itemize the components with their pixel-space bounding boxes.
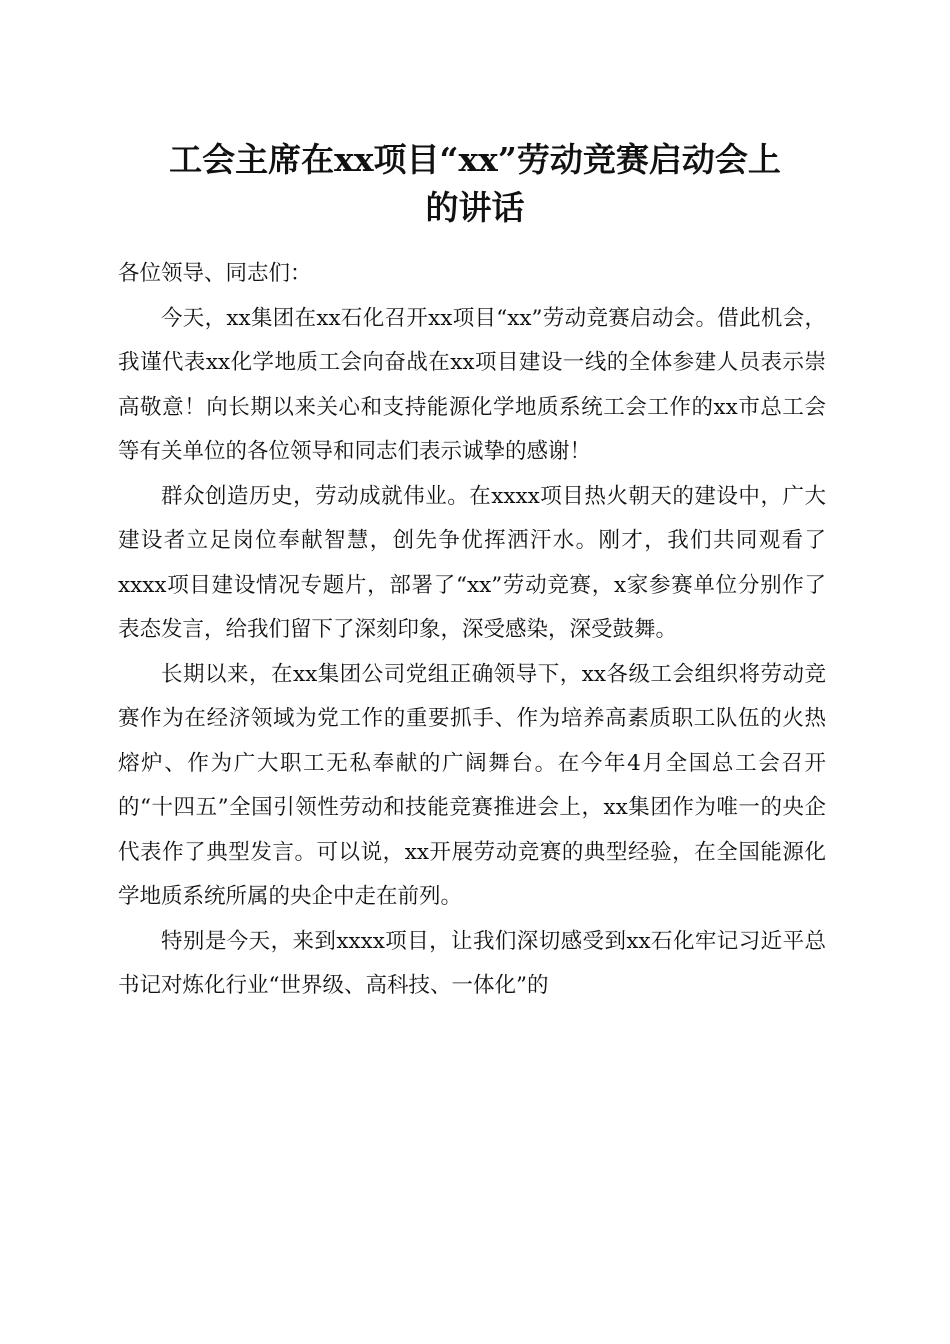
document-title (110, 136, 840, 232)
paragraph-3: 长期以来，在xx集团公司党组正确领导下，xx各级工会组织将劳动竞赛作为在经济领域为党工作的重要抓手、作为培养高素质职工队伍的火热熔炉、作为广大职工无私奉献的广阔舞台。在今年4月全国总工会召开的“十四五”全国引领性劳动和技能竞赛推进会上，xx集团作为唯一的央企代表作了典型发言。可以说，xx开展劳动竞赛的典型经验，在全国能源化学地质系统所属的央企中走在前列。 (118, 661, 826, 909)
paragraph-4: 特别是今天，来到xxxx项目，让我们深切感受到xx石化牢记习近平总书记对炼化行业“世界级、高科技、一体化”的 (118, 928, 826, 998)
title-line-2: 的讲话 (425, 188, 525, 227)
salutation: 各位领导、同志们： (118, 261, 312, 286)
paragraph-2: 群众创造历史，劳动成就伟业。在xxxx项目热火朝天的建设中，广大建设者立足岗位奉献智慧，创先争优挥洒汗水。刚才，我们共同观看了xxxx项目建设情况专题片，部署了“xx”劳动竞赛，x家参赛单位分别作了表态发言，给我们留下了深刻印象，深受感染，深受鼓舞。 (118, 483, 826, 642)
paragraph-1: 今天，xx集团在xx石化召开xx项目“xx”劳动竞赛启动会。借此机会，我谨代表xx化学地质工会向奋战在xx项目建设一线的全体参建人员表示崇高敬意！向长期以来关心和支持能源化学地质系统工会工作的xx市总工会等有关单位的各位领导和同志们表示诚挚的感谢！ (118, 305, 826, 464)
document-body (118, 252, 826, 1009)
title-line-1: 工会主席在xx项目“xx”劳动竞赛启动会上 (169, 140, 781, 179)
